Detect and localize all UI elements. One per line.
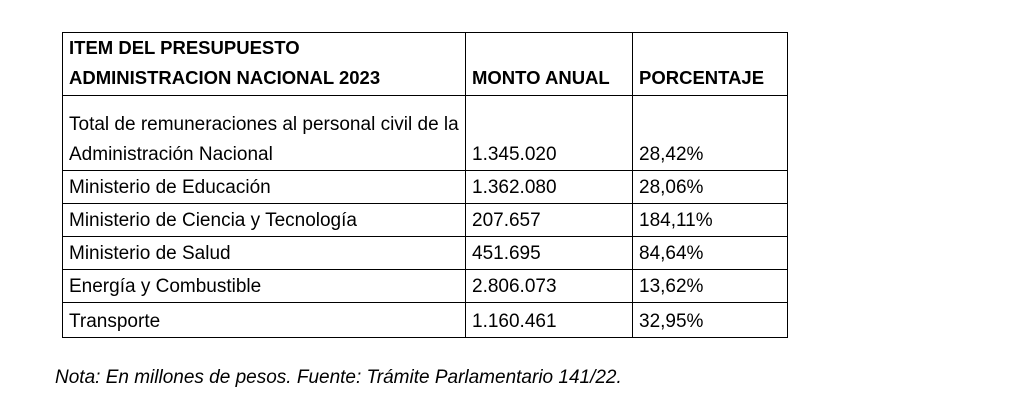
source-note: Nota: En millones de pesos. Fuente: Trámite Parlamentario 141/22. — [55, 367, 622, 388]
table-row — [63, 204, 788, 237]
cell-monto: 1.362.080 — [466, 171, 633, 204]
header-item: ITEM DEL PRESUPUESTO ADMINISTRACION NACIONAL 2023 — [63, 33, 466, 96]
table-row — [63, 270, 788, 303]
cell-porcentaje: 184,11% — [633, 204, 788, 237]
table-row — [63, 171, 788, 204]
budget-table — [62, 32, 788, 338]
cell-item: Energía y Combustible — [63, 270, 466, 303]
cell-item: Total de remuneraciones al personal civil de la Administración Nacional — [63, 96, 466, 171]
cell-monto: 1.345.020 — [466, 96, 633, 171]
header-monto: MONTO ANUAL — [466, 33, 633, 96]
cell-porcentaje: 13,62% — [633, 270, 788, 303]
cell-item: Transporte — [63, 303, 466, 338]
cell-monto: 207.657 — [466, 204, 633, 237]
cell-monto: 1.160.461 — [466, 303, 633, 338]
table-row — [63, 237, 788, 270]
header-porcentaje: PORCENTAJE — [633, 33, 788, 96]
cell-item: Ministerio de Educación — [63, 171, 466, 204]
cell-porcentaje: 28,42% — [633, 96, 788, 171]
cell-porcentaje: 32,95% — [633, 303, 788, 338]
cell-item: Ministerio de Ciencia y Tecnología — [63, 204, 466, 237]
table-row — [63, 96, 788, 171]
cell-porcentaje: 84,64% — [633, 237, 788, 270]
cell-porcentaje: 28,06% — [633, 171, 788, 204]
cell-item: Ministerio de Salud — [63, 237, 466, 270]
table-header-row — [63, 33, 788, 96]
cell-monto: 2.806.073 — [466, 270, 633, 303]
table-row — [63, 303, 788, 338]
cell-monto: 451.695 — [466, 237, 633, 270]
